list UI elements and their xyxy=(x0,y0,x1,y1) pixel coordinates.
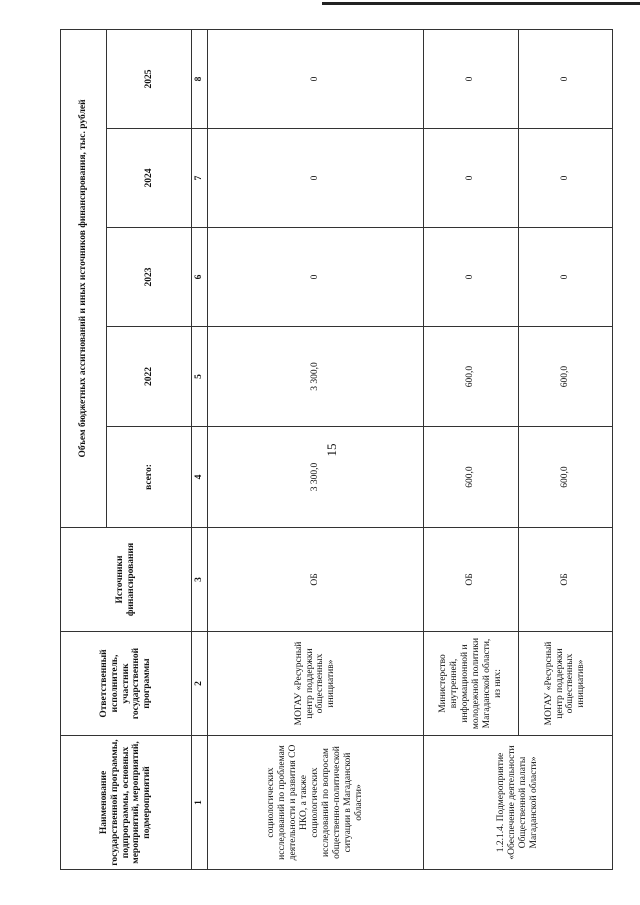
row-2022: 600,0 xyxy=(518,327,612,427)
page-number: 15 xyxy=(324,443,339,457)
header-name: Наименование государственной программы, подпрограммы, основных мероприятий, мероприятий, подмероприятий xyxy=(61,736,192,870)
rotated-table-wrapper xyxy=(60,30,605,870)
row-2023: 0 xyxy=(423,228,518,327)
row-total: 600,0 xyxy=(423,427,518,528)
row-2025: 0 xyxy=(518,29,612,128)
row-2024: 0 xyxy=(518,129,612,228)
column-number: 6 xyxy=(192,228,208,327)
row-source: ОБ xyxy=(518,528,612,632)
header-source: Источники финансирования xyxy=(61,528,192,632)
row-executor: МОГАУ «Ресурсный центр поддержки общественных инициатив» xyxy=(207,632,423,736)
row-2024: 0 xyxy=(207,129,423,228)
column-number: 3 xyxy=(192,528,208,632)
header-year-2022: 2022 xyxy=(107,327,192,427)
column-number: 7 xyxy=(192,129,208,228)
column-number: 2 xyxy=(192,632,208,736)
row-2022: 600,0 xyxy=(423,327,518,427)
column-number: 1 xyxy=(192,736,208,870)
row-source: ОБ xyxy=(207,528,423,632)
row-2025: 0 xyxy=(207,29,423,128)
row-total: 600,0 xyxy=(518,427,612,528)
table-row xyxy=(423,29,518,869)
top-rule xyxy=(322,2,640,5)
row-2022: 3 300,0 xyxy=(207,327,423,427)
row-2024: 0 xyxy=(423,129,518,228)
header-executor: Ответственный исполнитель, участник государственной программы xyxy=(61,632,192,736)
table-row xyxy=(207,29,423,869)
column-number-row xyxy=(192,29,208,869)
row-2023: 0 xyxy=(207,228,423,327)
header-year-2024: 2024 xyxy=(107,129,192,228)
column-number: 4 xyxy=(192,427,208,528)
row-executor: Министерство внутренней, информационной и молодежной политики Магаданской области, из них: xyxy=(423,632,518,736)
row-executor: МОГАУ «Ресурсный центр поддержки общественных инициатив» xyxy=(518,632,612,736)
row-name: 1.2.1.4. Подмероприятие «Обеспечение деятельности Общественной палаты Магаданской области» xyxy=(423,736,612,870)
column-number: 5 xyxy=(192,327,208,427)
financing-table xyxy=(60,29,613,870)
row-2025: 0 xyxy=(423,29,518,128)
header-total: всего: xyxy=(107,427,192,528)
row-source: ОБ xyxy=(423,528,518,632)
row-2023: 0 xyxy=(518,228,612,327)
column-number: 8 xyxy=(192,29,208,128)
header-year-2025: 2025 xyxy=(107,29,192,128)
row-name: социологических исследований по проблемам деятельности и развития СО НКО, а также социологических исследований по вопросам общественно-политической ситуации в Магаданской области» xyxy=(207,736,423,870)
header-row-1 xyxy=(61,29,107,869)
row-total: 3 300,0 xyxy=(207,427,423,528)
header-year-2023: 2023 xyxy=(107,228,192,327)
table-stage xyxy=(60,30,605,870)
header-volume: Объем бюджетных ассигнований и иных источников финансирования, тыс. рублей xyxy=(61,29,107,527)
